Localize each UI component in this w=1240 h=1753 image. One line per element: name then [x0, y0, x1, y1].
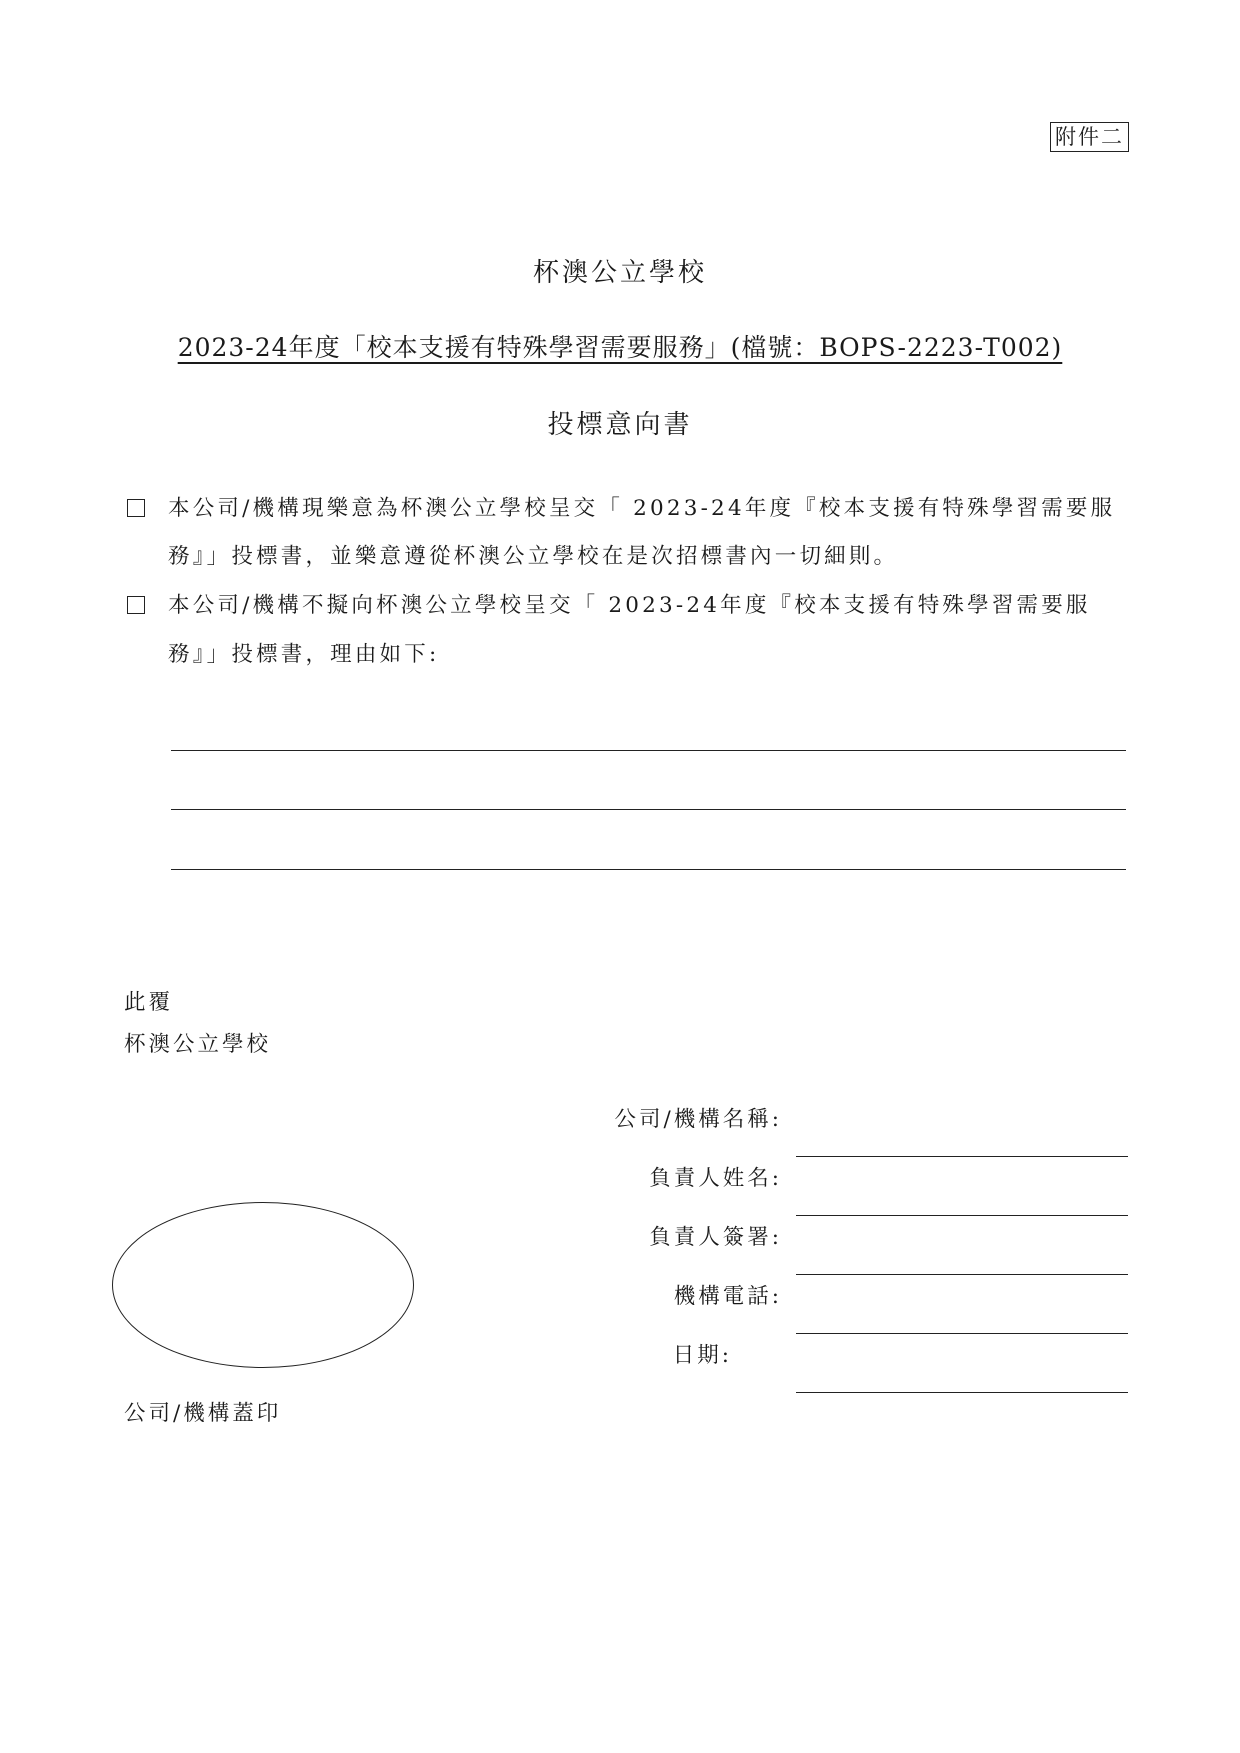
option-decline-line2: 務』」投標書，理由如下: [168, 642, 440, 667]
form-title: 投標意向書 [547, 410, 693, 440]
reason-line-1[interactable] [171, 750, 1126, 751]
seal-caption: 公司/機構蓋印 [124, 1401, 282, 1426]
person-in-charge-signature-line[interactable] [796, 1274, 1128, 1275]
document-title [0, 328, 1240, 364]
person-in-charge-name-line[interactable] [796, 1215, 1128, 1216]
company-name-line[interactable] [796, 1156, 1128, 1157]
reason-line-2[interactable] [171, 809, 1126, 810]
option-willing-line2: 務』」投標書，並樂意遵從杯澳公立學校在是次招標書內一切細則。 [168, 544, 899, 569]
organization-phone-line[interactable] [796, 1333, 1128, 1334]
option-decline-line1: 本公司/機構不擬向杯澳公立學校呈交「 2023-24年度『校本支援有特殊學習需要服 [168, 593, 1091, 618]
option-decline-checkbox[interactable] [127, 596, 145, 614]
document-title-text: 2023-24年度「校本支援有特殊學習需要服務」(檔號：BOPS-2223-T002) [177, 333, 1063, 362]
addressee: 杯澳公立學校 [124, 1032, 272, 1057]
organization-phone-label: 機構電話: [673, 1284, 782, 1309]
person-in-charge-name-label: 負責人姓名: [649, 1166, 782, 1191]
company-name-label: 公司/機構名稱: [614, 1107, 782, 1132]
option-willing-checkbox[interactable] [127, 499, 145, 517]
reason-line-3[interactable] [171, 869, 1126, 870]
date-line[interactable] [796, 1392, 1128, 1393]
school-title: 杯澳公立學校 [532, 258, 707, 288]
company-seal-area[interactable] [112, 1202, 414, 1368]
date-label: 日期: [672, 1343, 732, 1368]
salutation: 此覆 [124, 990, 174, 1015]
annex-label: 附件二 [1050, 122, 1129, 152]
option-willing-line1: 本公司/機構現樂意為杯澳公立學校呈交「 2023-24年度『校本支援有特殊學習需要服 [168, 496, 1116, 521]
person-in-charge-signature-label: 負責人簽署: [649, 1225, 782, 1250]
